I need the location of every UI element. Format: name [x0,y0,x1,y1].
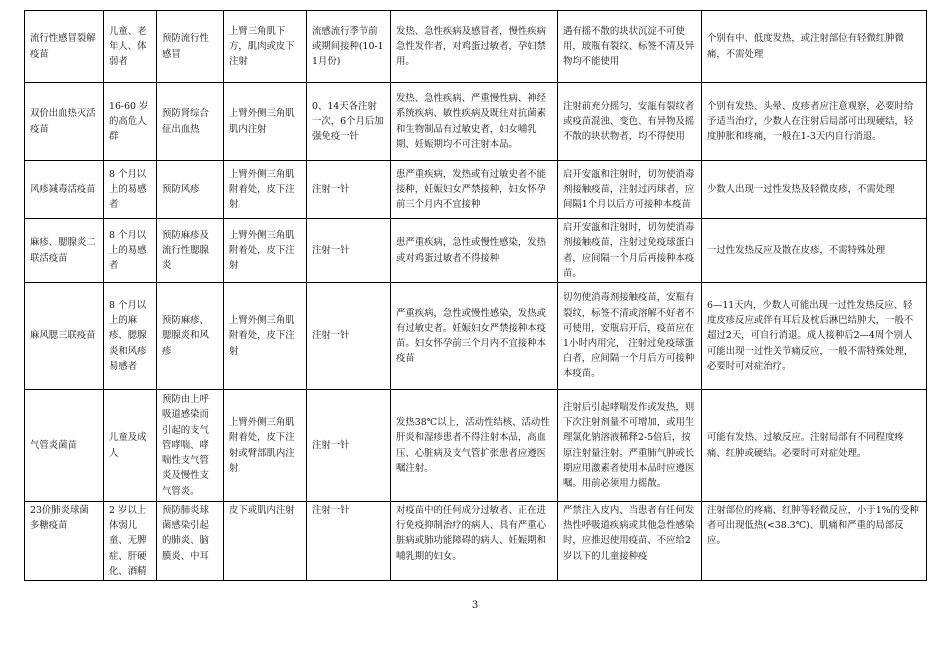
purpose-cell: 预防麻疹、腮腺炎和风疹 [157,283,224,390]
purpose-cell: 预防流行性感冒 [157,11,224,83]
table-row [25,11,927,83]
schedule-cell: 注射一针 [307,502,391,581]
reactions-cell: 一过性发热反应及散在皮疹，不需特殊处理 [702,219,927,283]
injection-site-cell: 上臂外侧三角肌附着处，皮下注射或臂部肌内注射 [224,390,307,502]
precautions-cell: 遇有摇不散的块状沉淀不可使用，玻瓶有裂纹、标签不清及异物均不能使用 [558,11,702,83]
reactions-cell: 少数人出现一过性发热及轻微皮疹，不需处理 [702,161,927,219]
schedule-cell: 0、14天各注射一次，6个月后加强免疫一针 [307,83,391,161]
page-number: 3 [471,600,479,611]
injection-site-cell: 皮下或肌内注射 [224,502,307,581]
reactions-cell: 个别有中、低度发热，或注射部位有轻微红肿微痛，不需处理 [702,11,927,83]
injection-site-cell: 上臂外侧三角肌附着处，皮下注射 [224,161,307,219]
vaccine-name-cell: 23价肺炎球菌多糖疫苗 [25,502,104,581]
purpose-cell: 预防由上呼吸道感染而引起的支气管哮喘、哮喘性支气管炎及慢性支气管炎。 [157,390,224,502]
schedule-cell: 注射一针 [307,390,391,502]
vaccine-name-cell: 麻疹、腮腺炎二联活疫苗 [25,219,104,283]
reactions-cell: 注射部位的疼痛、红肿等轻微反应，小于1%的受种者可出现低热(<38.3℃)、肌痛和严重的局部反应。 [702,502,927,581]
injection-site-cell: 上臂外侧三角肌附着处，皮下注射 [224,219,307,283]
contraindications-cell: 患严重疾病，急性或慢性感染，发热或对鸡蛋过敏者不得接种 [391,219,558,283]
schedule-cell: 注射一针 [307,219,391,283]
contraindications-cell: 发热、急性疾病及感冒者，慢性疾病急性发作者，对鸡蛋过敏者，孕妇禁用。 [391,11,558,83]
contraindications-cell: 发热、急性疾病、严重慢性病、神经系统疾病、敏性疾病及既往对抗菌素和生物制品有过敏史者，妇女哺乳期、妊娠期均不可注射本品。 [391,83,558,161]
target-group-cell: 16-60 岁的高危人群 [104,83,157,161]
table-row [25,219,927,283]
vaccine-name-cell: 气管炎菌苗 [25,390,104,502]
vaccine-name-cell: 风疹减毒活疫苗 [25,161,104,219]
target-group-cell: 儿童及成人 [104,390,157,502]
table-row [25,161,927,219]
contraindications-cell: 对疫苗中的任何成分过敏者、正在进行免疫抑制治疗的病人、具有严重心脏病或肺功能障碍的病人、妊娠期和哺乳期的妇女。 [391,502,558,581]
precautions-cell: 启开安瓿和注射时，切勿使消毒剂接触疫苗，注射过丙球者，应间隔1个月以后方可接种本疫苗 [558,161,702,219]
contraindications-cell: 发热38℃以上，活动性结核、活动性肝炎和湿疹患者不得注射本品，高血压、心脏病及支气管扩张患者应遵医嘱注射。 [391,390,558,502]
schedule-cell: 注射一针 [307,283,391,390]
injection-site-cell: 上臂外侧三角肌肌内注射 [224,83,307,161]
purpose-cell: 预防麻疹及流行性腮腺炎 [157,219,224,283]
target-group-cell: 8 个月以上的易感者 [104,219,157,283]
purpose-cell: 预防肾综合征出血热 [157,83,224,161]
contraindications-cell: 严重疾病，急性或慢性感染，发热或有过敏史者。妊娠妇女严禁接种本疫苗。妇女怀孕前三个月内不宜接种本疫苗 [391,283,558,390]
table-row [25,283,927,390]
injection-site-cell: 上臂外侧三角肌附着处，皮下注射 [224,283,307,390]
precautions-cell: 注射后引起哮喘发作或发热，则下次注射剂量不可增加，或用生理氯化钠溶液稀释2-5倍后，按原注射量注射。严重肺气肿或长期应用激素者使用本品时应遵医嘱。用前必须用力摇散。 [558,390,702,502]
purpose-cell: 预防肺炎球菌感染引起的肺炎、脑膜炎、中耳 [157,502,224,581]
reactions-cell: 6—11天内，少数人可能出现一过性发热反应、轻度皮疹反应或伴有耳后及枕后淋巴结肿大，一般不超过2天，可自行消退。成人接种后2—4周个别人可能出现一过性关节痛反应，一般不需特殊处理，必要时可对症治疗。 [702,283,927,390]
schedule-cell: 注射一针 [307,161,391,219]
vaccine-name-cell: 流行性感冒裂解疫苗 [25,11,104,83]
precautions-cell: 启开安瓿和注射时，切勿使消毒剂接触疫苗，注射过免疫球蛋白者，应间隔一个月后再接种本疫苗。 [558,219,702,283]
contraindications-cell: 患严重疾病，发热或有过敏史者不能接种，妊娠妇女严禁接种，妇女怀孕前三个月内不宜接种 [391,161,558,219]
target-group-cell: 2 岁以上体弱儿童、无脾症、肝硬化、酒精 [104,502,157,581]
target-group-cell: 8 个月以上的麻疹、腮腺炎和风疹易感者 [104,283,157,390]
injection-site-cell: 上臂三角肌下方，肌肉或皮下注射 [224,11,307,83]
target-group-cell: 儿童、老年人、体弱者 [104,11,157,83]
purpose-cell: 预防风疹 [157,161,224,219]
table-row [25,390,927,502]
target-group-cell: 8 个月以上的易感者 [104,161,157,219]
table-row [25,502,927,581]
table-row [25,83,927,161]
reactions-cell: 可能有发热、过敏反应。注射局部有不同程度疼痛、红肿或硬结。必要时可对症处理。 [702,390,927,502]
vaccine-name-cell: 麻风腮三联疫苗 [25,283,104,390]
schedule-cell: 流感流行季节前或期间接种(10-11月份) [307,11,391,83]
precautions-cell: 注射前充分摇匀，安瓿有裂纹者或疫苗混浊、变色、有异物及摇不散的块状物者，均不得使用 [558,83,702,161]
precautions-cell: 严禁注入皮内、当患者有任何发热性呼吸道疾病或其他急性感染时，应推迟使用疫苗、不应给2岁以下的儿童接种疫 [558,502,702,581]
vaccine-name-cell: 双价出血热灭活疫苗 [25,83,104,161]
vaccine-table [24,10,927,581]
precautions-cell: 切勿使消毒剂接触疫苗，安瓶有裂纹，标签不清或溶解不好者不可使用，安瓶启开后，疫苗应在1小时内用完， 注射过免疫球蛋白者，应间隔一个月后方可接种本疫苗。 [558,283,702,390]
reactions-cell: 个别有发热、头晕、皮疹者应注意观察，必要时给予适当治疗，少数人在注射后局部可出现硬结，轻度肿胀和疼痛，一般在1-3天内自行消退。 [702,83,927,161]
